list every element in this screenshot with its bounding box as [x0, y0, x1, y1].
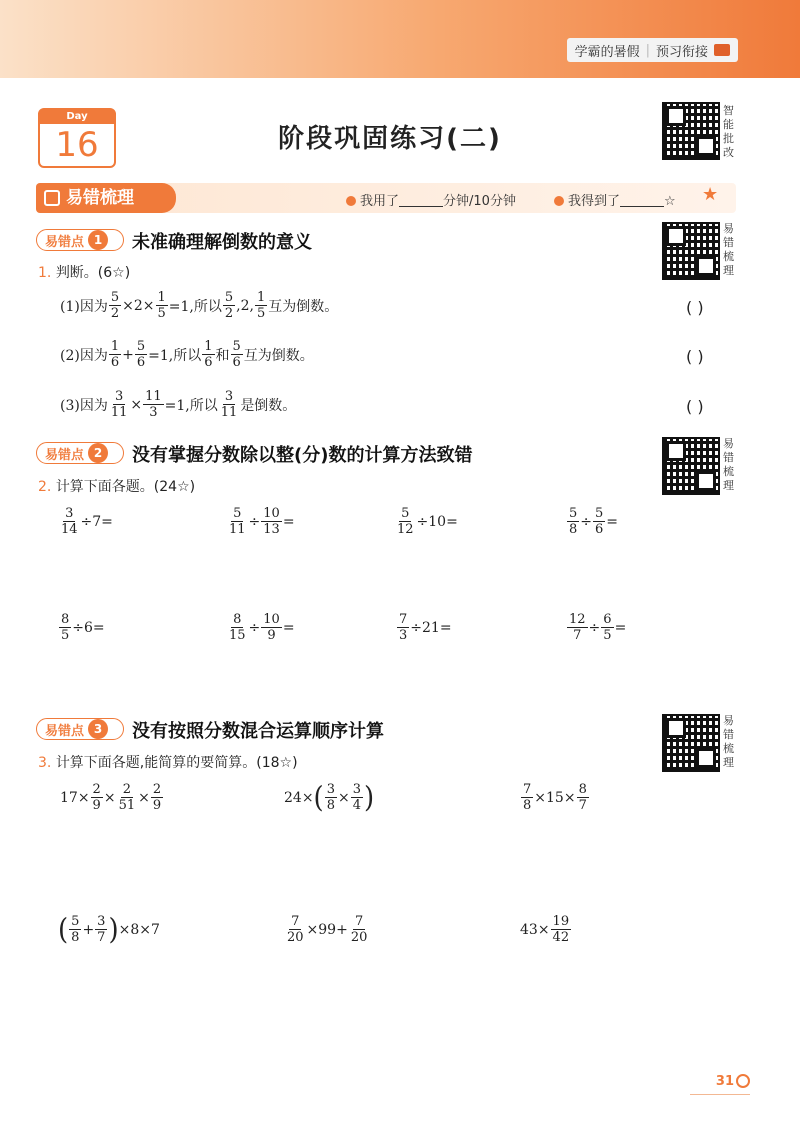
- list-icon: [44, 190, 60, 206]
- numerator: 8: [233, 612, 242, 627]
- denominator: 13: [263, 522, 280, 537]
- q1-item-1: [60, 290, 338, 321]
- fraction: [109, 389, 130, 420]
- text: ×8×7: [118, 921, 160, 938]
- answer-blank-1[interactable]: ( ): [686, 298, 704, 317]
- denominator: 42: [552, 930, 570, 945]
- q3-expr-3: [520, 782, 590, 813]
- section-num: 2: [88, 443, 108, 463]
- fraction: [227, 506, 248, 537]
- item-label: (1)因为: [60, 298, 108, 315]
- page-number: 31: [715, 1074, 734, 1089]
- clock-icon: [346, 196, 356, 206]
- section-tag-3: [36, 718, 124, 740]
- numerator: 8: [61, 612, 70, 627]
- page-title: 阶段巩固练习(二): [278, 124, 502, 154]
- right-paren: ): [364, 781, 375, 814]
- day-number: 16: [55, 125, 99, 165]
- numerator: 3: [97, 914, 106, 929]
- question-text: 判断。(6☆): [55, 265, 131, 281]
- section-title-2: 没有掌握分数除以整(分)数的计算方法致错: [132, 445, 473, 466]
- denominator: 11: [220, 405, 238, 420]
- section-tag-1: [36, 229, 124, 251]
- numerator: 7: [291, 914, 300, 929]
- operator: ×: [130, 396, 143, 413]
- fraction: [202, 339, 214, 370]
- fraction: [151, 782, 163, 813]
- qr-code-grading[interactable]: [662, 102, 720, 160]
- series-label: 学霸的暑假: [574, 44, 640, 60]
- denominator: 6: [595, 522, 604, 537]
- module-label: 预习衔接: [655, 44, 708, 60]
- fraction: [577, 782, 589, 813]
- denominator: 7: [578, 798, 587, 813]
- q2-item-1: [58, 506, 113, 537]
- sun-icon: [736, 1074, 750, 1088]
- banner-title-text: 易错梳理: [66, 188, 134, 208]
- text: 17×: [60, 789, 90, 806]
- numerator: 3: [65, 506, 74, 521]
- numerator: 1: [256, 290, 266, 305]
- numerator: 5: [224, 290, 234, 305]
- fraction: [567, 506, 579, 537]
- qr-code-section-1[interactable]: [662, 222, 720, 280]
- numerator: 6: [603, 612, 612, 627]
- fraction: [135, 339, 147, 370]
- denominator: 7: [97, 930, 106, 945]
- question-2-title: [38, 476, 195, 496]
- numerator: 12: [569, 612, 586, 627]
- header-tag: [567, 38, 738, 62]
- score-prefix: 我得到了: [568, 194, 621, 209]
- denominator: 2: [224, 306, 234, 321]
- numerator: 7: [523, 782, 532, 797]
- fraction: [521, 782, 533, 813]
- numerator: 19: [552, 914, 570, 929]
- fraction: [567, 612, 588, 643]
- section-num: 3: [88, 719, 108, 739]
- text: 是倒数。: [240, 397, 297, 414]
- answer-blank-3[interactable]: ( ): [686, 397, 704, 416]
- equals: =: [282, 513, 295, 530]
- numerator: 7: [354, 914, 364, 929]
- operator: +: [82, 921, 95, 938]
- numerator: 3: [326, 782, 335, 797]
- left-paren: (: [313, 781, 324, 814]
- section-title-1: 未准确理解倒数的意义: [132, 232, 312, 253]
- time-suffix: 分钟/10分钟: [443, 194, 516, 209]
- text: 互为倒数。: [268, 298, 339, 315]
- denominator: 9: [152, 798, 162, 813]
- numerator: 2: [92, 782, 101, 797]
- q2-item-6: [226, 612, 295, 643]
- operator: ×2×: [122, 297, 155, 314]
- day-badge: [38, 108, 116, 168]
- banner-title: [36, 183, 176, 213]
- day-label: Day: [40, 110, 114, 124]
- operator: ÷: [588, 619, 601, 636]
- text: 24×: [284, 789, 314, 806]
- equals: =: [614, 619, 627, 636]
- denominator: 8: [326, 798, 335, 813]
- time-stat: [346, 190, 516, 209]
- fraction: [593, 506, 605, 537]
- denominator: 8: [71, 930, 80, 945]
- q2-item-5: [58, 612, 105, 643]
- numerator: 5: [569, 506, 578, 521]
- numerator: 3: [352, 782, 361, 797]
- operator: ÷10=: [416, 513, 458, 530]
- q1-item-2: [60, 339, 314, 370]
- denominator: 5: [61, 628, 70, 643]
- time-prefix: 我用了: [360, 194, 400, 209]
- denominator: 8: [569, 522, 578, 537]
- numerator: 11: [145, 389, 162, 404]
- q3-expr-2: [284, 782, 374, 813]
- text: =1,所以: [164, 397, 218, 414]
- fraction: [219, 389, 240, 420]
- denominator: 11: [110, 405, 128, 420]
- right-paren: ): [108, 913, 119, 946]
- q3-expr-5: [284, 914, 370, 945]
- denominator: 9: [92, 798, 101, 813]
- numerator: 7: [399, 612, 408, 627]
- footer-line: [690, 1094, 750, 1095]
- question-number: 2.: [38, 479, 52, 495]
- fraction: [231, 339, 243, 370]
- denominator: 6: [110, 355, 120, 370]
- numerator: 5: [136, 339, 146, 354]
- book-icon: [714, 44, 730, 56]
- numerator: 3: [114, 389, 124, 404]
- numerator: 2: [122, 782, 131, 797]
- fraction: [109, 290, 121, 321]
- fraction: [551, 914, 572, 945]
- denominator: 20: [350, 930, 368, 945]
- score-suffix: ☆: [664, 194, 676, 209]
- q3-expr-6: [520, 914, 572, 945]
- operator: ÷: [248, 513, 261, 530]
- q2-item-7: [396, 612, 452, 643]
- text: 和: [215, 347, 230, 364]
- denominator: 51: [118, 798, 136, 813]
- fraction: [261, 612, 282, 643]
- numerator: 10: [263, 506, 280, 521]
- numerator: 5: [401, 506, 410, 521]
- fraction: [325, 782, 337, 813]
- fraction: [351, 782, 363, 813]
- section-tag-text: 易错点: [45, 723, 85, 739]
- section-tag-2: [36, 442, 124, 464]
- numerator: 5: [595, 506, 604, 521]
- numerator: 3: [224, 389, 234, 404]
- operator: ÷21=: [410, 619, 452, 636]
- item-label: (2)因为: [60, 347, 108, 364]
- question-text: 计算下面各题。(24☆): [55, 479, 196, 495]
- denominator: 14: [61, 522, 78, 537]
- denominator: 11: [229, 522, 246, 537]
- denominator: 2: [110, 306, 120, 321]
- denominator: 20: [287, 930, 304, 945]
- numerator: 10: [263, 612, 280, 627]
- denominator: 5: [603, 628, 612, 643]
- fraction: [91, 782, 103, 813]
- operator: ÷7=: [80, 513, 113, 530]
- question-number: 3.: [38, 755, 52, 771]
- operator: ×: [103, 789, 116, 806]
- operator: ÷: [248, 619, 261, 636]
- numerator: 1: [110, 339, 120, 354]
- operator: ×15×: [534, 789, 576, 806]
- text: =1,所以: [168, 298, 222, 315]
- section-title-3: 没有按照分数混合运算顺序计算: [132, 721, 384, 742]
- fraction: [261, 506, 282, 537]
- section-num: 1: [88, 230, 108, 250]
- denominator: 4: [352, 798, 361, 813]
- operator: ×: [138, 789, 150, 806]
- fraction: [69, 914, 81, 945]
- question-3-title: [38, 752, 298, 772]
- q2-item-4: [566, 506, 618, 537]
- question-text: 计算下面各题,能简算的要简算。(18☆): [55, 755, 298, 771]
- fraction: [223, 290, 235, 321]
- fraction: [156, 290, 168, 321]
- fraction: [349, 914, 370, 945]
- fraction: [95, 914, 107, 945]
- numerator: 2: [152, 782, 162, 797]
- text: 43×: [520, 921, 550, 938]
- text: ,2,: [236, 297, 254, 314]
- q2-item-3: [394, 506, 458, 537]
- fraction: [227, 612, 248, 643]
- qr-code-section-2[interactable]: [662, 437, 720, 495]
- operator: ×: [337, 789, 350, 806]
- fraction: [255, 290, 267, 321]
- check-icon: [554, 196, 564, 206]
- denominator: 3: [399, 628, 408, 643]
- fraction: [397, 612, 409, 643]
- denominator: 12: [397, 522, 414, 537]
- qr-code-section-3[interactable]: [662, 714, 720, 772]
- denominator: 8: [523, 798, 532, 813]
- q3-expr-4: [58, 914, 160, 945]
- numerator: 8: [578, 782, 587, 797]
- answer-blank-2[interactable]: ( ): [686, 347, 704, 366]
- question-1-title: [38, 262, 130, 282]
- equals: =: [282, 619, 295, 636]
- operator: +: [122, 346, 134, 363]
- section-tag-text: 易错点: [45, 234, 85, 250]
- fraction: [109, 339, 121, 370]
- left-paren: (: [58, 913, 69, 946]
- text: =1,所以: [148, 347, 202, 364]
- separator: |: [645, 42, 650, 58]
- qr-label-grading: 智能批改: [723, 104, 734, 159]
- text: 互为倒数。: [243, 347, 314, 364]
- item-label: (3)因为: [60, 397, 108, 414]
- denominator: 6: [232, 355, 241, 370]
- fraction: [59, 612, 71, 643]
- q3-expr-1: [60, 782, 164, 813]
- numerator: 5: [232, 339, 241, 354]
- denominator: 7: [573, 628, 582, 643]
- denominator: 6: [204, 355, 213, 370]
- q2-item-8: [566, 612, 626, 643]
- question-number: 1.: [38, 265, 52, 281]
- numerator: 5: [71, 914, 80, 929]
- numerator: 1: [157, 290, 166, 305]
- score-blank[interactable]: [620, 194, 664, 207]
- operator: ÷6=: [72, 619, 105, 636]
- operator: ×99+: [306, 921, 348, 938]
- denominator: 15: [229, 628, 246, 643]
- fraction: [395, 506, 416, 537]
- numerator: 5: [233, 506, 242, 521]
- fraction: [59, 506, 80, 537]
- fraction: [601, 612, 613, 643]
- star-icon: ★: [702, 184, 719, 205]
- denominator: 6: [136, 355, 146, 370]
- q1-item-3: [60, 389, 296, 420]
- q2-item-2: [226, 506, 295, 537]
- qr-label-section-1: 易错梳理: [723, 222, 734, 277]
- operator: ÷: [580, 513, 593, 530]
- denominator: 3: [149, 405, 158, 420]
- score-stat: [554, 190, 676, 209]
- fraction: [117, 782, 138, 813]
- denominator: 5: [256, 306, 266, 321]
- denominator: 9: [267, 628, 276, 643]
- qr-label-section-3: 易错梳理: [723, 714, 734, 769]
- section-tag-text: 易错点: [45, 447, 85, 463]
- fraction: [143, 389, 164, 420]
- equals: =: [606, 513, 619, 530]
- denominator: 5: [157, 306, 166, 321]
- numerator: 1: [204, 339, 213, 354]
- time-blank[interactable]: [399, 194, 443, 207]
- fraction: [285, 914, 306, 945]
- qr-label-section-2: 易错梳理: [723, 437, 734, 492]
- numerator: 5: [110, 290, 120, 305]
